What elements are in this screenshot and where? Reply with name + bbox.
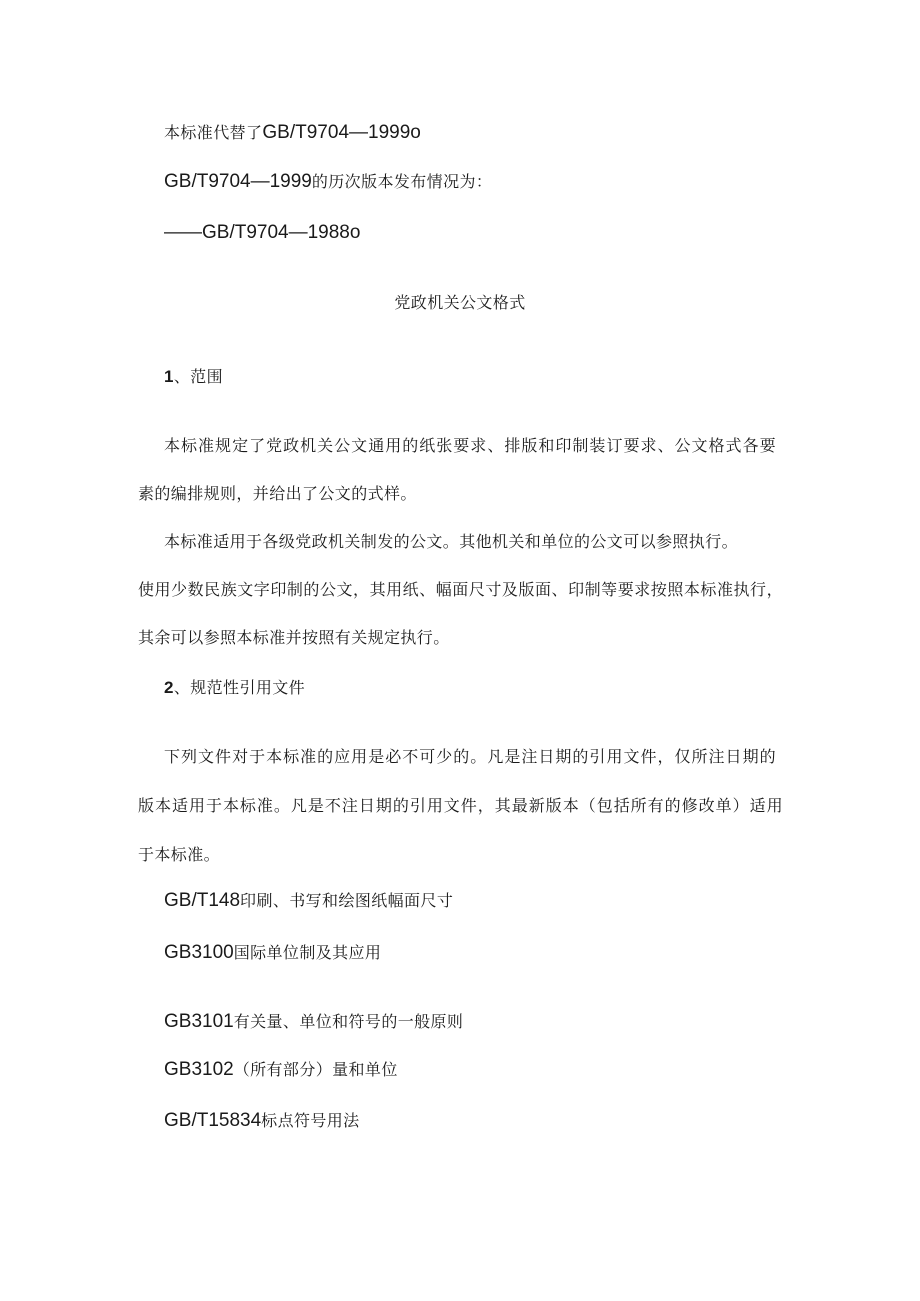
reference-item: [164, 891, 453, 911]
reference-item: [164, 943, 381, 963]
section-1-heading: [164, 367, 223, 387]
reference-title: 有关量、单位和符号的一般原则: [233, 1012, 464, 1031]
replaces-code: GB/T9704—1999o: [262, 122, 421, 143]
reference-code: GB/T148: [164, 890, 241, 911]
history-statement: [164, 172, 492, 192]
history-item: [164, 223, 360, 243]
section-1-para1-line1: 本标准规定了党政机关公文通用的纸张要求、排版和印制装订要求、公文格式各要: [164, 436, 776, 455]
section-2-heading: [164, 678, 305, 698]
history-item-code: ——GB/T9704—1988o: [164, 222, 361, 243]
reference-code: GB/T15834: [164, 1110, 262, 1131]
section-2-para-line2: 版本适用于本标准。凡是不注日期的引用文件，其最新版本（包括所有的修改单）适用: [138, 796, 783, 815]
section-1-para3-line1: 使用少数民族文字印制的公文，其用纸、幅面尺寸及版面、印制等要求按照本标准执行，: [138, 580, 783, 599]
reference-code: GB3102: [164, 1059, 234, 1080]
reference-item: [164, 1111, 360, 1131]
reference-code: GB3100: [164, 942, 234, 963]
section-1-number: 1: [164, 367, 174, 386]
section-1-title: 、范围: [173, 367, 224, 386]
reference-item: [164, 1012, 463, 1032]
replaces-statement: [164, 123, 421, 143]
reference-title: 国际单位制及其应用: [233, 943, 382, 962]
section-1-para3-line2: 其余可以参照本标准并按照有关规定执行。: [138, 628, 450, 647]
section-2-title: 、规范性引用文件: [173, 678, 306, 697]
section-1-para2: 本标准适用于各级党政机关制发的公文。其他机关和单位的公文可以参照执行。: [164, 532, 739, 551]
history-text: 的历次版本发布情况为：: [311, 172, 493, 191]
history-code: GB/T9704—1999: [164, 171, 312, 192]
reference-code: GB3101: [164, 1011, 234, 1032]
reference-title: 标点符号用法: [261, 1111, 360, 1130]
section-2-para-line3: 于本标准。: [138, 845, 221, 864]
document-title: 党政机关公文格式: [394, 293, 526, 312]
replaces-prefix: 本标准代替了: [164, 123, 263, 142]
section-2-para-line1: 下列文件对于本标准的应用是必不可少的。凡是注日期的引用文件，仅所注日期的: [164, 747, 776, 766]
section-1-para1-line2: 素的编排规则，并给出了公文的式样。: [138, 484, 417, 503]
reference-item: [164, 1060, 398, 1080]
reference-title: 印刷、书写和绘图纸幅面尺寸: [240, 891, 454, 910]
reference-title: （所有部分）量和单位: [233, 1060, 398, 1079]
section-2-number: 2: [164, 678, 174, 697]
